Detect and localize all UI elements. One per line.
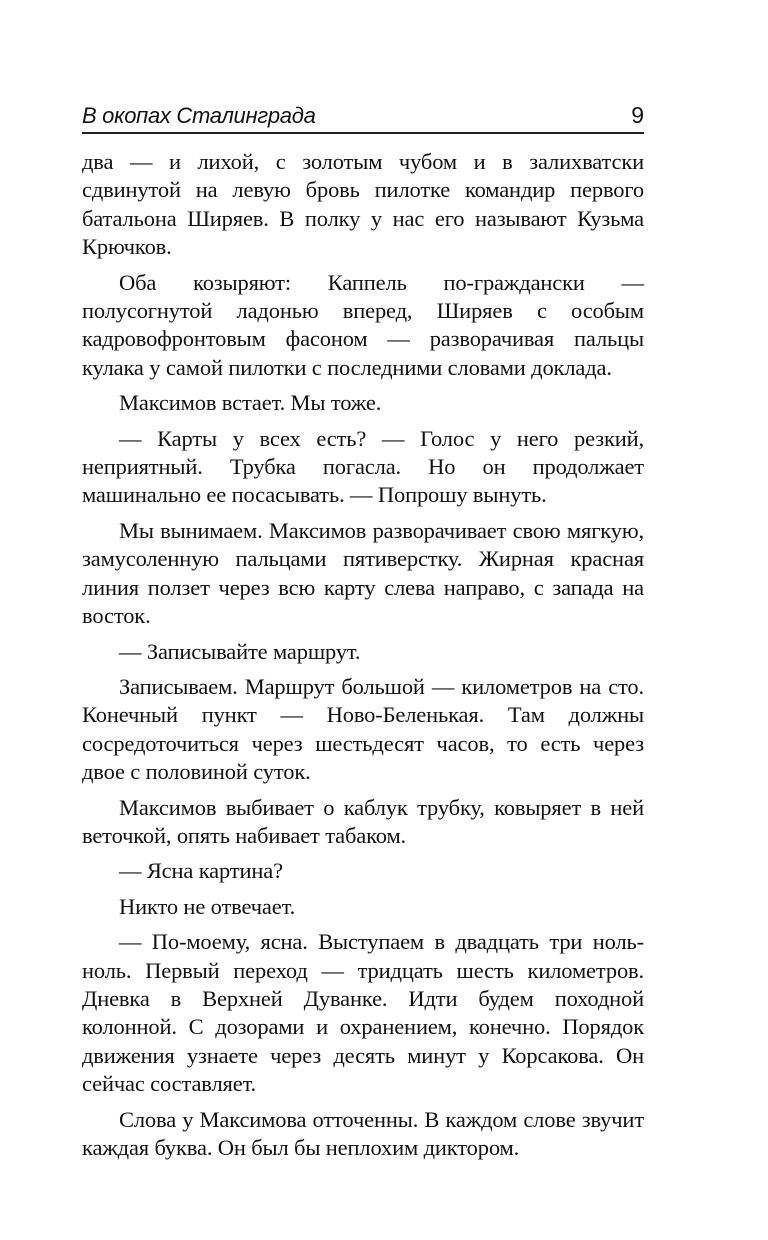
paragraph: Мы вынимаем. Максимов разворачивает свою мягкую, замусоленную пальцами пятиверстку. Жирная красная линия ползет через всю карту слева направо, с запада на восток. bbox=[82, 517, 644, 629]
running-title: В окопах Сталинграда bbox=[82, 103, 316, 128]
paragraph: два — и лихой, с золотым чубом и в залихватски сдвинутой на левую бровь пилотке командир первого батальона Ширяев. В полку у нас его называют Кузьма Крючков. bbox=[82, 149, 644, 260]
paragraph: Никто не отвечает. bbox=[119, 893, 296, 919]
body-text bbox=[82, 148, 644, 1162]
running-header bbox=[82, 96, 644, 134]
paragraph: — Карты у всех есть? — Голос у него резкий, неприятный. Трубка погасла. Но он продолжает машинально ее посасывать. — Попрошу вынуть. bbox=[82, 425, 644, 508]
paragraph: Максимов выбивает о каблук трубку, ковыряет в ней веточкой, опять набивает табаком. bbox=[82, 794, 644, 848]
paragraph: Максимов встает. Мы тоже. bbox=[119, 390, 382, 416]
paragraph: Слова у Максимова отточенны. В каждом слове звучит каждая буква. Он был бы неплохим диктором. bbox=[82, 1106, 644, 1160]
book-page bbox=[82, 96, 644, 1169]
paragraph: Оба козыряют: Каппель по-граждански — полусогнутой ладонью вперед, Ширяев с особым кадровофронтовым фасоном — разворачивая пальцы кулака у самой пилотки с последними словами доклада. bbox=[82, 269, 644, 380]
paragraph: — По-моему, ясна. Выступаем в двадцать три ноль-ноль. Первый переход — тридцать шесть километров. Дневка в Верхней Дуванке. Идти будем походной колонной. С дозорами и охранением, конечно. Порядок движения узнаете через десять минут у Корсакова. Он сейчас составляет. bbox=[82, 929, 644, 1097]
paragraph: — Записывайте маршрут. bbox=[119, 638, 361, 664]
paragraph: — Ясна картина? bbox=[119, 858, 283, 884]
page-number: 9 bbox=[631, 102, 644, 128]
paragraph: Записываем. Маршрут большой — километров на сто. Конечный пункт — Ново-Беленькая. Там должны сосредоточиться через шестьдесят часов, то есть через двое с половиной суток. bbox=[82, 673, 644, 785]
